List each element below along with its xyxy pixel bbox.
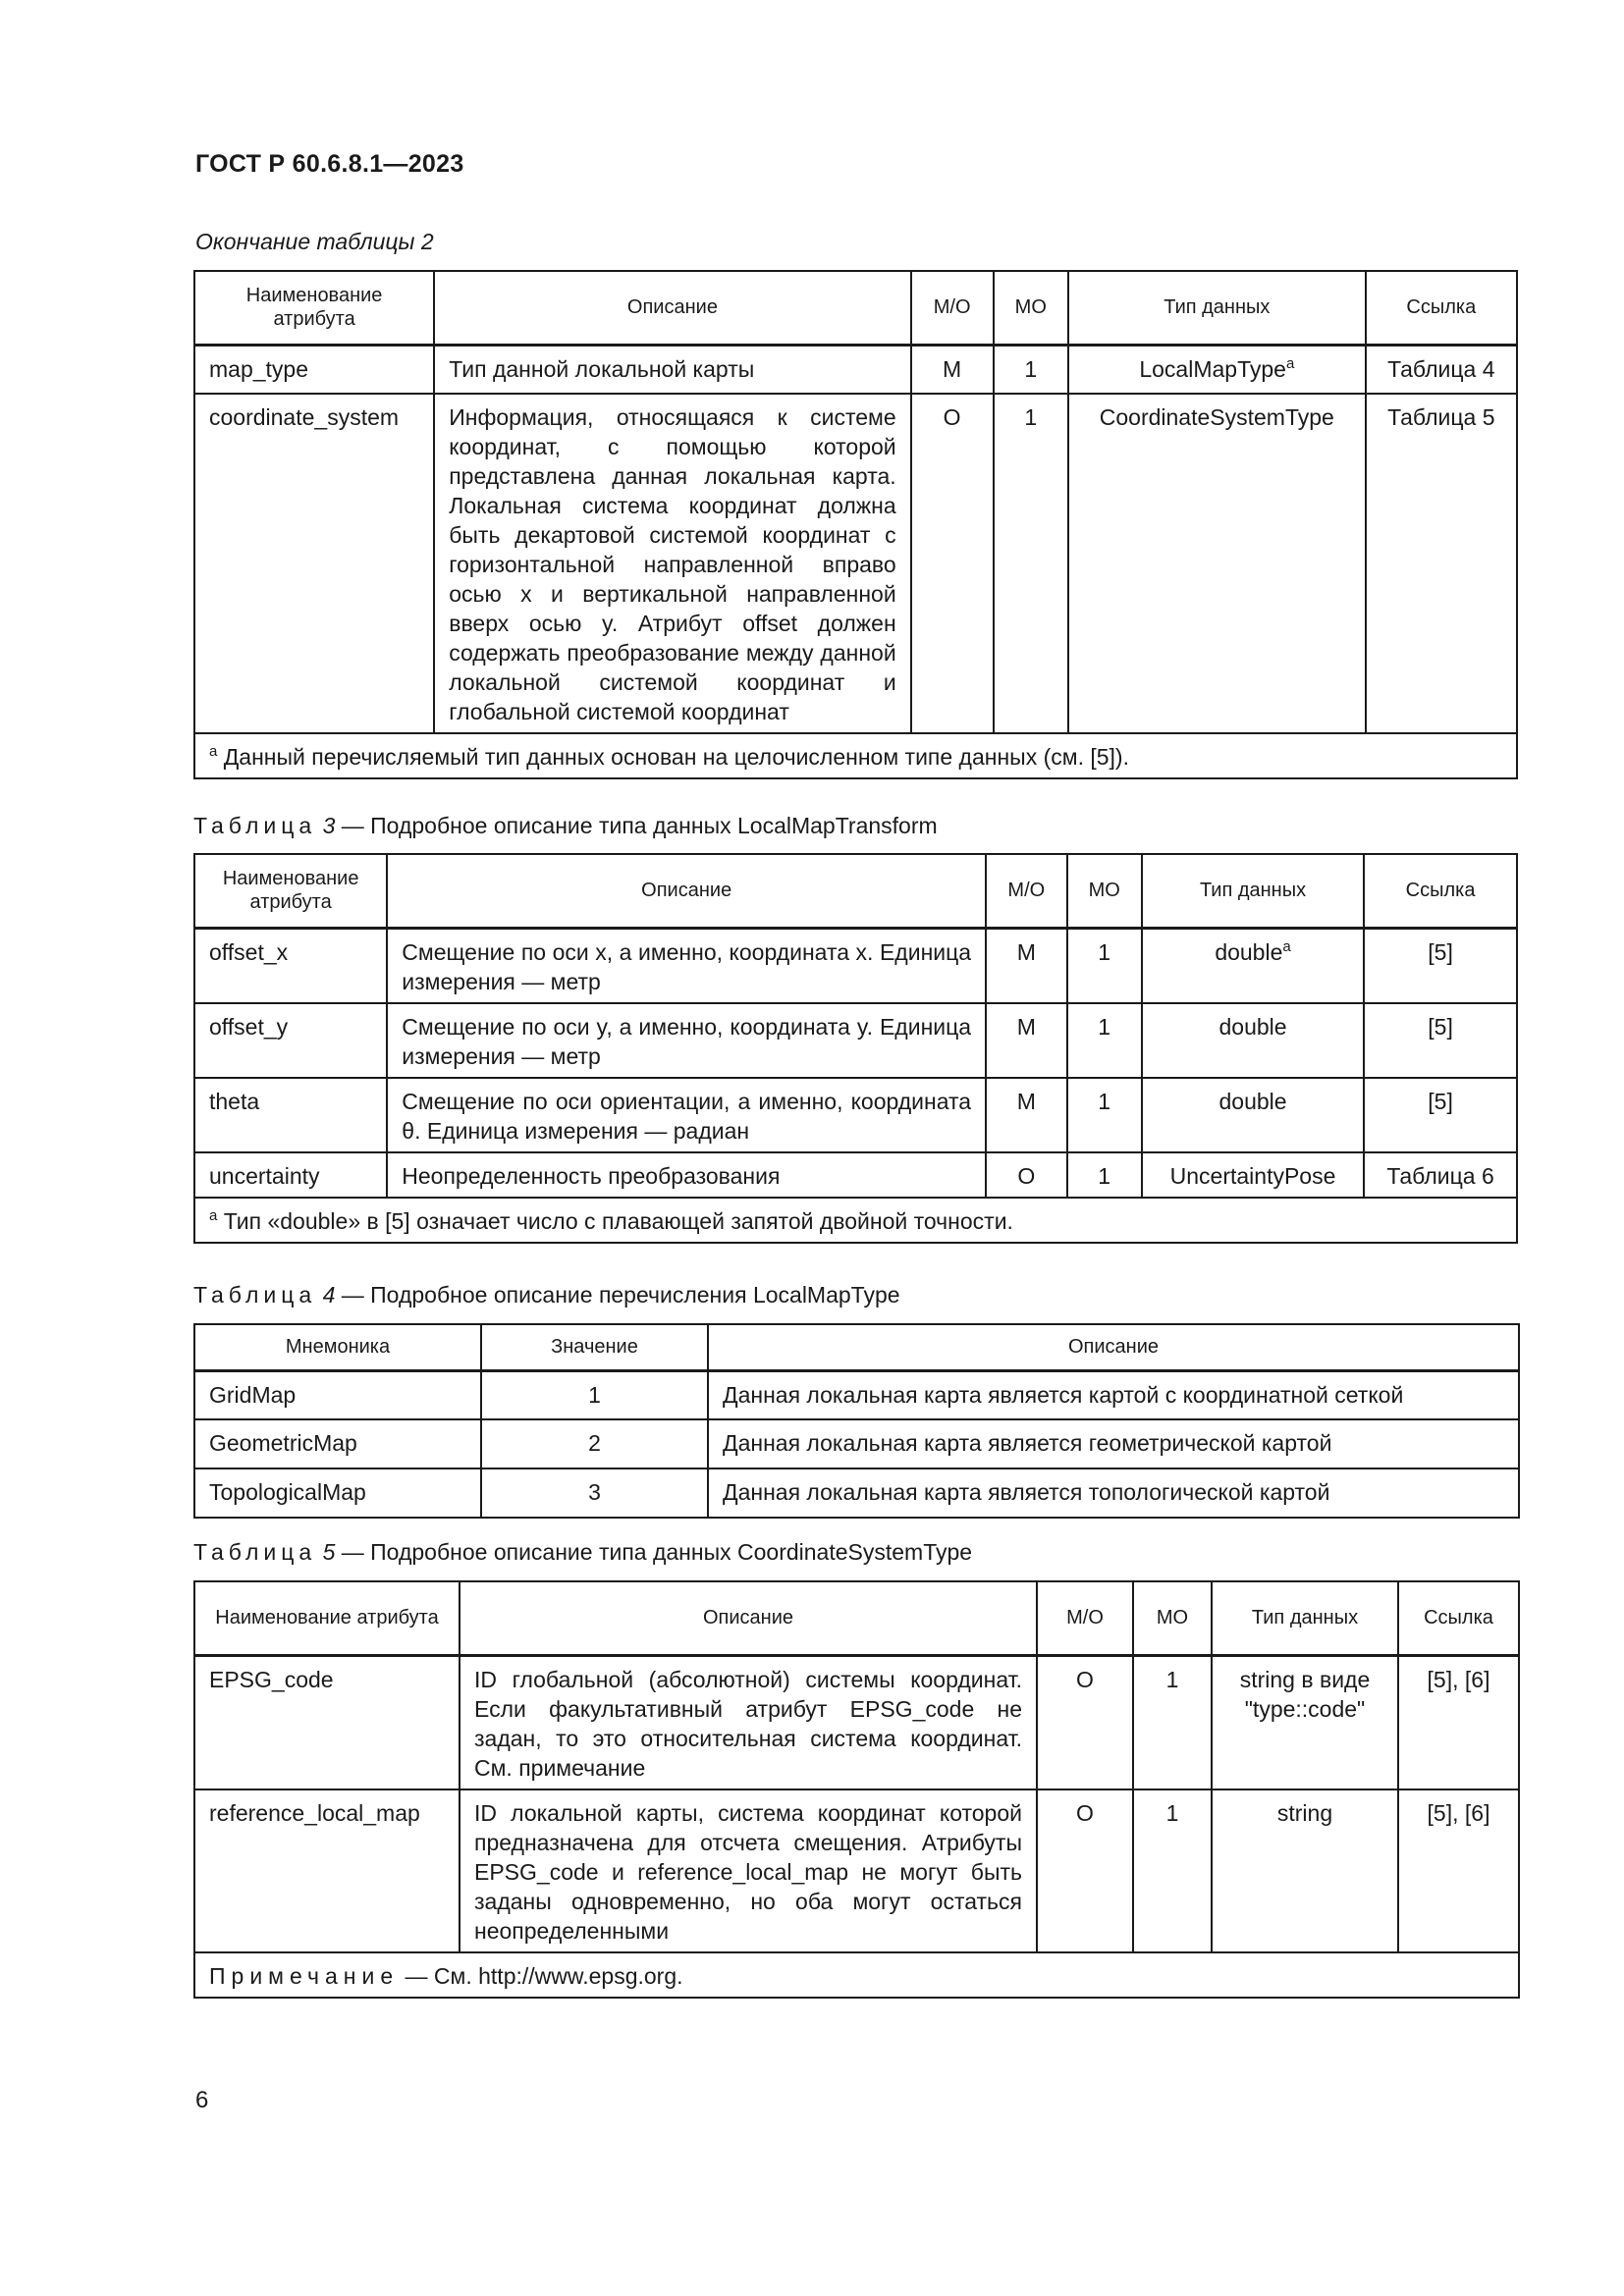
table-4 <box>193 1323 1520 1519</box>
caption-number: 3 <box>322 813 336 838</box>
attribute-description: Информация, относящаяся к системе координат, с помощью которой представлена данная локальная карта. Локальная система координат должна быть декартовой системой координат с горизонтальной направленной вправо осью x и вертикальной направленной вверх осью y. Атрибут offset должен содержать преобразование между данной локальной системой координат и глобальной системой координат <box>434 394 910 733</box>
enum-description: Данная локальная карта является картой с координатной сеткой <box>708 1370 1519 1419</box>
attribute-name: uncertainty <box>194 1152 387 1198</box>
enum-description: Данная локальная карта является геометрической картой <box>708 1419 1519 1468</box>
header-description: Описание <box>460 1581 1037 1655</box>
footnote-marker: a <box>1282 937 1291 955</box>
table-row <box>194 1370 1519 1419</box>
attribute-description: Смещение по оси x, а именно, координата x. Единица измерения — метр <box>387 928 986 1003</box>
header-data-type: Тип данных <box>1142 854 1364 928</box>
attribute-description: Неопределенность преобразования <box>387 1152 986 1198</box>
standard-header: ГОСТ Р 60.6.8.1—2023 <box>195 150 464 178</box>
data-type: double <box>1142 1003 1364 1078</box>
table-row <box>194 394 1517 733</box>
table-5-caption <box>193 1539 972 1566</box>
caption-word: Таблица <box>193 1282 317 1308</box>
reference-value: [5], [6] <box>1398 1655 1519 1789</box>
header-attribute-name: Наименование атрибута <box>194 854 387 928</box>
data-type: double <box>1142 1078 1364 1152</box>
mo-value: O <box>986 1152 1066 1198</box>
note-row <box>194 1952 1519 1998</box>
table-row <box>194 928 1517 1003</box>
caption-number: 4 <box>322 1282 336 1308</box>
mo-value: O <box>1037 1789 1133 1952</box>
footnote-row <box>194 1198 1517 1243</box>
reference-value: [5] <box>1364 1003 1517 1078</box>
header-reference: Ссылка <box>1398 1581 1519 1655</box>
attribute-description: Тип данной локальной карты <box>434 345 910 394</box>
header-data-type: Тип данных <box>1212 1581 1398 1655</box>
data-type <box>1068 345 1366 394</box>
header-description: Описание <box>387 854 986 928</box>
table-row <box>194 1003 1517 1078</box>
mo-value: M <box>986 1078 1066 1152</box>
data-type-text: LocalMapType <box>1139 355 1286 382</box>
enum-value: 1 <box>481 1370 708 1419</box>
reference-value: [5] <box>1364 928 1517 1003</box>
page-number: 6 <box>195 2087 209 2113</box>
footnote <box>194 733 1517 778</box>
multiplicity-value: 1 <box>1067 1152 1142 1198</box>
mo-value: M <box>911 345 994 394</box>
footnote-marker: a <box>209 1206 218 1224</box>
enum-value: 3 <box>481 1468 708 1518</box>
reference-value: Таблица 5 <box>1366 394 1517 733</box>
footnote-marker: a <box>209 743 218 760</box>
footnote-row <box>194 733 1517 778</box>
header-multiplicity: МО <box>994 271 1068 345</box>
multiplicity-value: 1 <box>1133 1789 1212 1952</box>
table-2 <box>193 270 1518 779</box>
header-attribute-name: Наименование атрибута <box>194 271 434 345</box>
table-3-caption <box>193 813 938 839</box>
table-row <box>194 1152 1517 1198</box>
mnemonic: GridMap <box>194 1370 481 1419</box>
attribute-name: reference_local_map <box>194 1789 460 1952</box>
header-description: Описание <box>434 271 910 345</box>
table-3 <box>193 853 1518 1244</box>
header-description: Описание <box>708 1324 1519 1370</box>
caption-text: — Подробное описание типа данных LocalMapTransform <box>341 813 938 838</box>
header-data-type: Тип данных <box>1068 271 1366 345</box>
reference-value: Таблица 4 <box>1366 345 1517 394</box>
header-reference: Ссылка <box>1364 854 1517 928</box>
mo-value: M <box>986 928 1066 1003</box>
header-attribute-name: Наименование атрибута <box>194 1581 460 1655</box>
attribute-name: theta <box>194 1078 387 1152</box>
table-2-continuation-caption: Окончание таблицы 2 <box>195 229 434 254</box>
reference-value: [5] <box>1364 1078 1517 1152</box>
data-type <box>1142 928 1364 1003</box>
table-note <box>194 1952 1519 1998</box>
attribute-name: map_type <box>194 345 434 394</box>
attribute-description: Смещение по оси ориентации, а именно, координата θ. Единица измерения — радиан <box>387 1078 986 1152</box>
mnemonic: GeometricMap <box>194 1419 481 1468</box>
data-type: CoordinateSystemType <box>1068 394 1366 733</box>
attribute-description: ID глобальной (абсолютной) системы координат. Если факультативный атрибут EPSG_code не задан, то это относительная система координат. См. примечание <box>460 1655 1037 1789</box>
caption-number: 5 <box>322 1539 336 1565</box>
footnote-text: Данный перечисляемый тип данных основан на целочисленном типе данных (см. [5]). <box>223 744 1129 770</box>
header-mo: М/О <box>986 854 1066 928</box>
footnote <box>194 1198 1517 1243</box>
attribute-name: coordinate_system <box>194 394 434 733</box>
header-multiplicity: МО <box>1067 854 1142 928</box>
multiplicity-value: 1 <box>1067 928 1142 1003</box>
table-row <box>194 345 1517 394</box>
header-mo: М/О <box>911 271 994 345</box>
multiplicity-value: 1 <box>1133 1655 1212 1789</box>
attribute-name: offset_y <box>194 1003 387 1078</box>
header-mo: М/О <box>1037 1581 1133 1655</box>
data-type: UncertaintyPose <box>1142 1152 1364 1198</box>
mnemonic: TopologicalMap <box>194 1468 481 1518</box>
note-label: Примечание <box>209 1962 400 1989</box>
table-row <box>194 1419 1519 1468</box>
mo-value: M <box>986 1003 1066 1078</box>
attribute-name: EPSG_code <box>194 1655 460 1789</box>
data-type: string <box>1212 1789 1398 1952</box>
caption-text: — Подробное описание перечисления LocalMapType <box>341 1282 900 1308</box>
table-row <box>194 1468 1519 1518</box>
header-mnemonic: Мнемоника <box>194 1324 481 1370</box>
caption-word: Таблица <box>193 1539 317 1565</box>
reference-value: [5], [6] <box>1398 1789 1519 1952</box>
table-5 <box>193 1580 1520 1999</box>
note-text: — См. http://www.epsg.org. <box>405 1962 683 1989</box>
attribute-description: Смещение по оси y, а именно, координата y. Единица измерения — метр <box>387 1003 986 1078</box>
attribute-name: offset_x <box>194 928 387 1003</box>
reference-value: Таблица 6 <box>1364 1152 1517 1198</box>
mo-value: O <box>1037 1655 1133 1789</box>
caption-text: — Подробное описание типа данных CoordinateSystemType <box>341 1539 973 1565</box>
table-row <box>194 1078 1517 1152</box>
caption-word: Таблица <box>193 813 317 838</box>
table-row <box>194 1789 1519 1952</box>
header-reference: Ссылка <box>1366 271 1517 345</box>
attribute-description: ID локальной карты, система координат которой предназначена для отсчета смещения. Атрибуты EPSG_code и reference_local_map не могут быть заданы одновременно, но оба могут остаться неопределенными <box>460 1789 1037 1952</box>
footnote-marker: a <box>1285 354 1295 372</box>
multiplicity-value: 1 <box>1067 1003 1142 1078</box>
enum-value: 2 <box>481 1419 708 1468</box>
table-row <box>194 1655 1519 1789</box>
multiplicity-value: 1 <box>994 345 1068 394</box>
multiplicity-value: 1 <box>1067 1078 1142 1152</box>
mo-value: O <box>911 394 994 733</box>
table-4-caption <box>193 1282 900 1308</box>
data-type-text: double <box>1215 938 1283 965</box>
data-type: string в виде "type::code" <box>1212 1655 1398 1789</box>
header-multiplicity: МО <box>1133 1581 1212 1655</box>
multiplicity-value: 1 <box>994 394 1068 733</box>
header-value: Значение <box>481 1324 708 1370</box>
enum-description: Данная локальная карта является топологической картой <box>708 1468 1519 1518</box>
footnote-text: Тип «double» в [5] означает число с плавающей запятой двойной точности. <box>223 1207 1013 1234</box>
